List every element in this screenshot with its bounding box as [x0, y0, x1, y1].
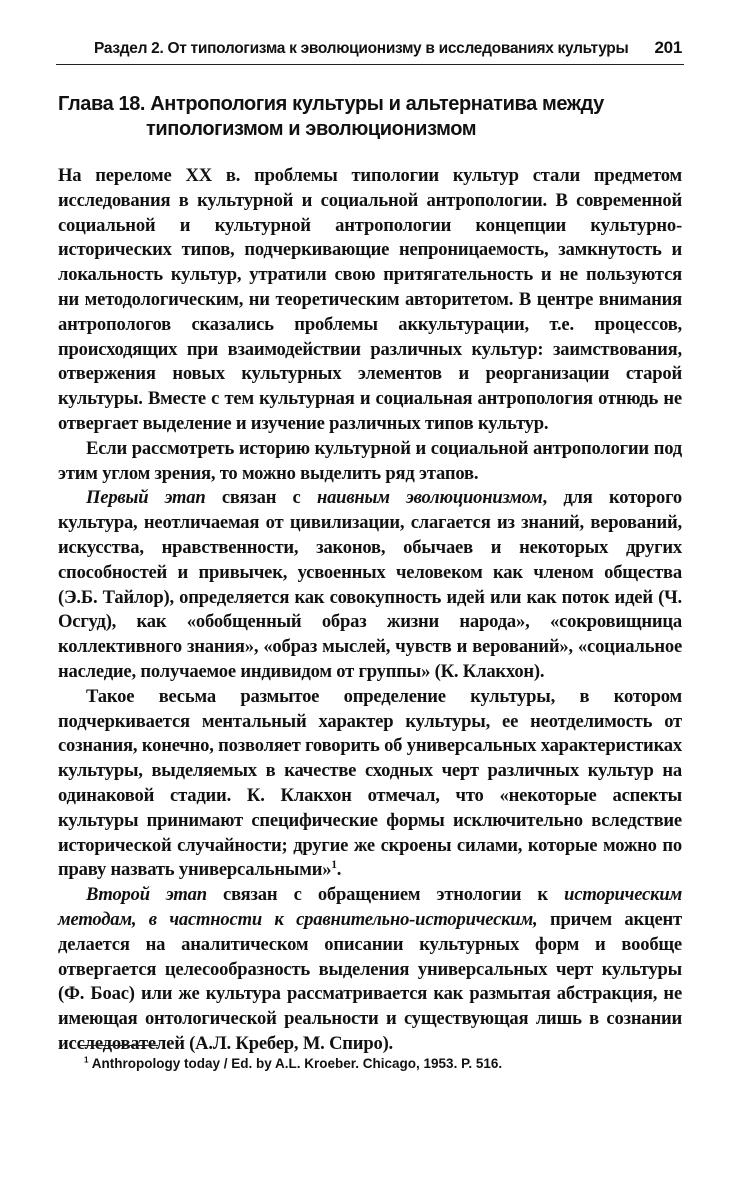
paragraph-2: Если рассмотреть историю культурной и социальной антропологии под этим углом зрения, то можно выделить ряд этапов. — [58, 437, 682, 484]
text-run: Такое весьма размытое определение культуры, в котором подчеркивается ментальный характер культуры, ее неотделимость от сознания, конечно, позволяет говорить об универсальных характеристиках культуры, выделяемых в качестве сходных черт различных культур на одинаковой стадии. К. Клакхон отмечал, что «некоторые аспекты культуры принимают специфические формы исключительно вследствие исторической случайности; другие же скроены силами, которые можно по праву назвать универсальными» — [58, 685, 682, 881]
chapter-heading-line1: Глава 18. Антропология культуры и альтернатива между — [58, 93, 604, 115]
paragraph-4 — [58, 685, 682, 883]
emphasis-first-stage: Первый этап — [86, 487, 206, 509]
chapter-heading-line2: типологизмом и эволюционизмом — [146, 118, 477, 140]
running-title: Раздел 2. От типологизма к эволюционизму в исследованиях культуры — [94, 40, 629, 57]
footnote-reference[interactable]: 1 — [331, 859, 337, 872]
text-run: причем акцент делается на аналитическом описании культурных форм и вообще отвергается целесообразность выделения универсальных черт культуры (Ф. Боас) или же культура рассматривается как размытая абстракция, не имеющая онтологической реальности и существующая лишь в сознании исследователей (А.Л. Кребер, М. Спиро). — [58, 908, 682, 1054]
paragraph-1: На переломе XX в. проблемы типологии культур стали предметом исследования в культурной и социальной антропологии. В современной социальной и культурной антропологии концепции культурно-исторических типов, подчеркивающие непроницаемость, замкнутость и локальность культур, утратили свою притягательность и не пользуются ни методологическим, ни теоретическим авторитетом. В центре внимания антропологов сказались проблемы аккультурации, т.е. процессов, происходящих при взаимодействии различных культур: заимствования, отвержения новых культурных элементов и реорганизации старой культуры. Вместе с тем культурная и социальная антропология отнюдь не отвергает выделение и изучение различных типов культур. — [58, 165, 682, 434]
text-run: , для которого культура, неотличаемая от цивилизации, слагается из знаний, верований, искусства, нравственности, законов, обычаев и некоторых других способностей и привычек, усвоенных человеком как членом общества (Э.Б. Тайлор), определяется как совокупность идей или как поток идей (Ч. Осгуд), как «обобщенный образ жизни народа», «сокровищница коллективного знания», «образ мыслей, чувств и верований», «социальное наследие, получаемое индивидом от группы» (К. Клакхон). — [58, 487, 682, 682]
paragraph-5 — [58, 883, 682, 1057]
footnote — [84, 1056, 664, 1071]
footnote-separator — [78, 1045, 158, 1046]
text-run: связан с обращением этнологии к — [206, 884, 565, 906]
page-number: 201 — [654, 38, 682, 57]
footnote-mark: 1 — [84, 1055, 89, 1065]
emphasis-naive-evolutionism: наивным эволюционизмом — [316, 487, 543, 509]
paragraph-3 — [58, 486, 682, 684]
chapter-heading — [58, 92, 678, 142]
text-run: . — [336, 859, 342, 881]
running-header — [56, 36, 684, 65]
footnote-text: Anthropology today / Ed. by A.L. Kroeber. Chicago, 1953. P. 516. — [88, 1056, 503, 1071]
emphasis-second-stage: Второй этап — [86, 884, 207, 906]
body-text — [58, 164, 682, 1057]
emphasis-historical-methods: историческим методам, в частности к сравнительно-историческим, — [58, 884, 683, 930]
text-run: связан с — [205, 487, 317, 509]
